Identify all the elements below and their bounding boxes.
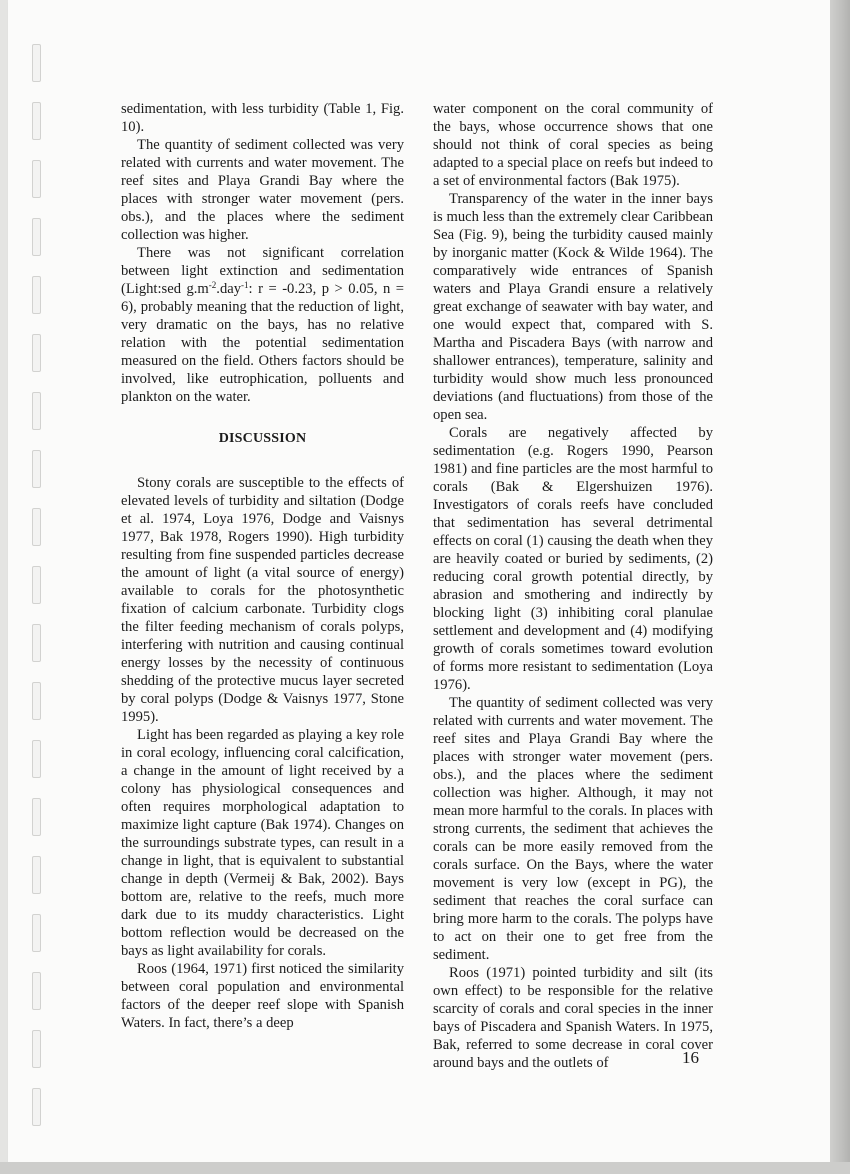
text-run: : r = -0.23, p > 0.05, n = 6), probably meaning that the reduction of light, very dramatic on the bays, has no relative relation with the potential sedimentation measured on the field. Others factors should be involved, like eutrophication, polluents and plankton on the water. — [121, 281, 405, 405]
punch-hole — [32, 682, 41, 720]
page-bottom-shadow — [0, 1162, 850, 1174]
punch-hole — [32, 740, 41, 778]
text-run: There was not significant correlation between light extinction and sedimentation (Light:sed g.m — [121, 245, 404, 297]
page-edge-shadow — [830, 0, 850, 1174]
punch-hole — [32, 44, 41, 82]
paragraph: Stony corals are susceptible to the effects of elevated levels of turbidity and siltation (Dodge et al. 1974, Loya 1976, Dodge and Vaisnys 1977, Bak 1978, Rogers 1990). High turbidity resulting from fine suspended particles decrease the amount of light (a vital source of energy) available to corals for the photosynthetic fixation of calcium carbonate. Turbidity clogs the filter feeding mechanism of corals polyps, interfering with nutrition and causing continual energy losses by the necessity of continuous shedding of the protective mucus layer secreted by coral polyps (Dodge & Vaisnys 1977, Stone 1995). — [121, 475, 404, 725]
paragraph: The quantity of sediment collected was very related with currents and water movement. The reef sites and Playa Grandi Bay where the places with stronger water movement (pers. obs.), and the places where the sediment collection was higher. — [121, 137, 404, 243]
punch-hole — [32, 102, 41, 140]
binder-punch-holes — [28, 40, 48, 1140]
paragraph — [121, 244, 404, 406]
paragraph: water component on the coral community of the bays, whose occurrence shows that one should not think of coral species as being adapted to a special place on reefs but indeed to a set of environmental factors (Bak 1975). — [433, 101, 713, 189]
punch-hole — [32, 334, 41, 372]
paragraph: Light has been regarded as playing a key role in coral ecology, influencing coral calcification, a change in the amount of light received by a colony has physiological consequences and often requires morphological adaptation to maximize light capture (Bak 1974). Changes on the surroundings substrate types, can result in a change in light, that is equivalent to substantial change in depth (Vermeij & Bak, 2002). Bays bottom are, relative to the reefs, much more dark due to its muddy characteristics. Light bottom reflection would be decreased on the bays as light availability for corals. — [121, 727, 404, 959]
punch-hole — [32, 276, 41, 314]
right-text-column — [433, 100, 713, 1072]
punch-hole — [32, 798, 41, 836]
punch-hole — [32, 856, 41, 894]
punch-hole — [32, 1030, 41, 1068]
paragraph: sedimentation, with less turbidity (Table 1, Fig. 10). — [121, 101, 404, 135]
superscript: -1 — [241, 280, 249, 290]
punch-hole — [32, 160, 41, 198]
section-heading: DISCUSSION — [218, 431, 307, 446]
punch-hole — [32, 566, 41, 604]
paragraph: Roos (1964, 1971) first noticed the similarity between coral population and environmental factors of the deeper reef slope with Spanish Waters. In fact, there’s a deep — [121, 961, 404, 1031]
paragraph: Corals are negatively affected by sedimentation (e.g. Rogers 1990, Pearson 1981) and fine particles are the most harmful to corals (Bak & Elgershuizen 1976). Investigators of corals reefs have concluded that sedimentation has several detrimental effects on coral (1) causing the death when they are heavily coated or buried by sediments, (2) reducing coral growth potential directly, by abrasion and smothering and indirectly by blocking light (3) inhibiting coral planulae settlement and development and (4) modifying growth of corals sometimes toward evolution of forms more resistant to sedimentation (Loya 1976). — [433, 425, 713, 693]
page-number: 16 — [682, 1048, 699, 1067]
superscript: -2 — [208, 280, 217, 290]
punch-hole — [32, 914, 41, 952]
punch-hole — [32, 624, 41, 662]
punch-hole — [32, 392, 41, 430]
punch-hole — [32, 1088, 41, 1126]
punch-hole — [32, 972, 41, 1010]
punch-hole — [32, 450, 41, 488]
paragraph: The quantity of sediment collected was very related with currents and water movement. The reef sites and Playa Grandi Bay where the places with stronger water movement (pers. obs.), and the places where the sediment collection was higher. Although, it may not mean more harmful to the corals. In places with strong currents, the sediment that achieves the corals can be more easily removed from the corals surface. On the Bays, where the water movement is very low (except in PG), the sediment that reaches the coral surface can bring more harm to the corals. The polyps have to act on their one to get free from the sediment. — [433, 695, 713, 963]
left-text-column — [121, 100, 404, 1032]
paragraph: Roos (1971) pointed turbidity and silt (its own effect) to be responsible for the relative scarcity of corals and coral species in the inner bays of Piscadera and Spanish Waters. In 1975, Bak, referred to some decrease in coral cover around bays and the outlets of — [433, 965, 713, 1071]
punch-hole — [32, 508, 41, 546]
text-run: .day — [216, 281, 242, 297]
paragraph: Transparency of the water in the inner bays is much less than the extremely clear Caribbean Sea (Fig. 9), being the turbidity caused mainly by inorganic matter (Kock & Wilde 1964). The comparatively wide entrances of Spanish waters and Playa Grandi ensure a relatively great exchange of seawater with bay water, and one would expect that, compared with S. Martha and Piscadera Bays (with narrow and shallower entrances), temperature, salinity and turbidity would show much less pronounced deviations (and fluctuations) from those of the open sea. — [433, 191, 713, 423]
punch-hole — [32, 218, 41, 256]
